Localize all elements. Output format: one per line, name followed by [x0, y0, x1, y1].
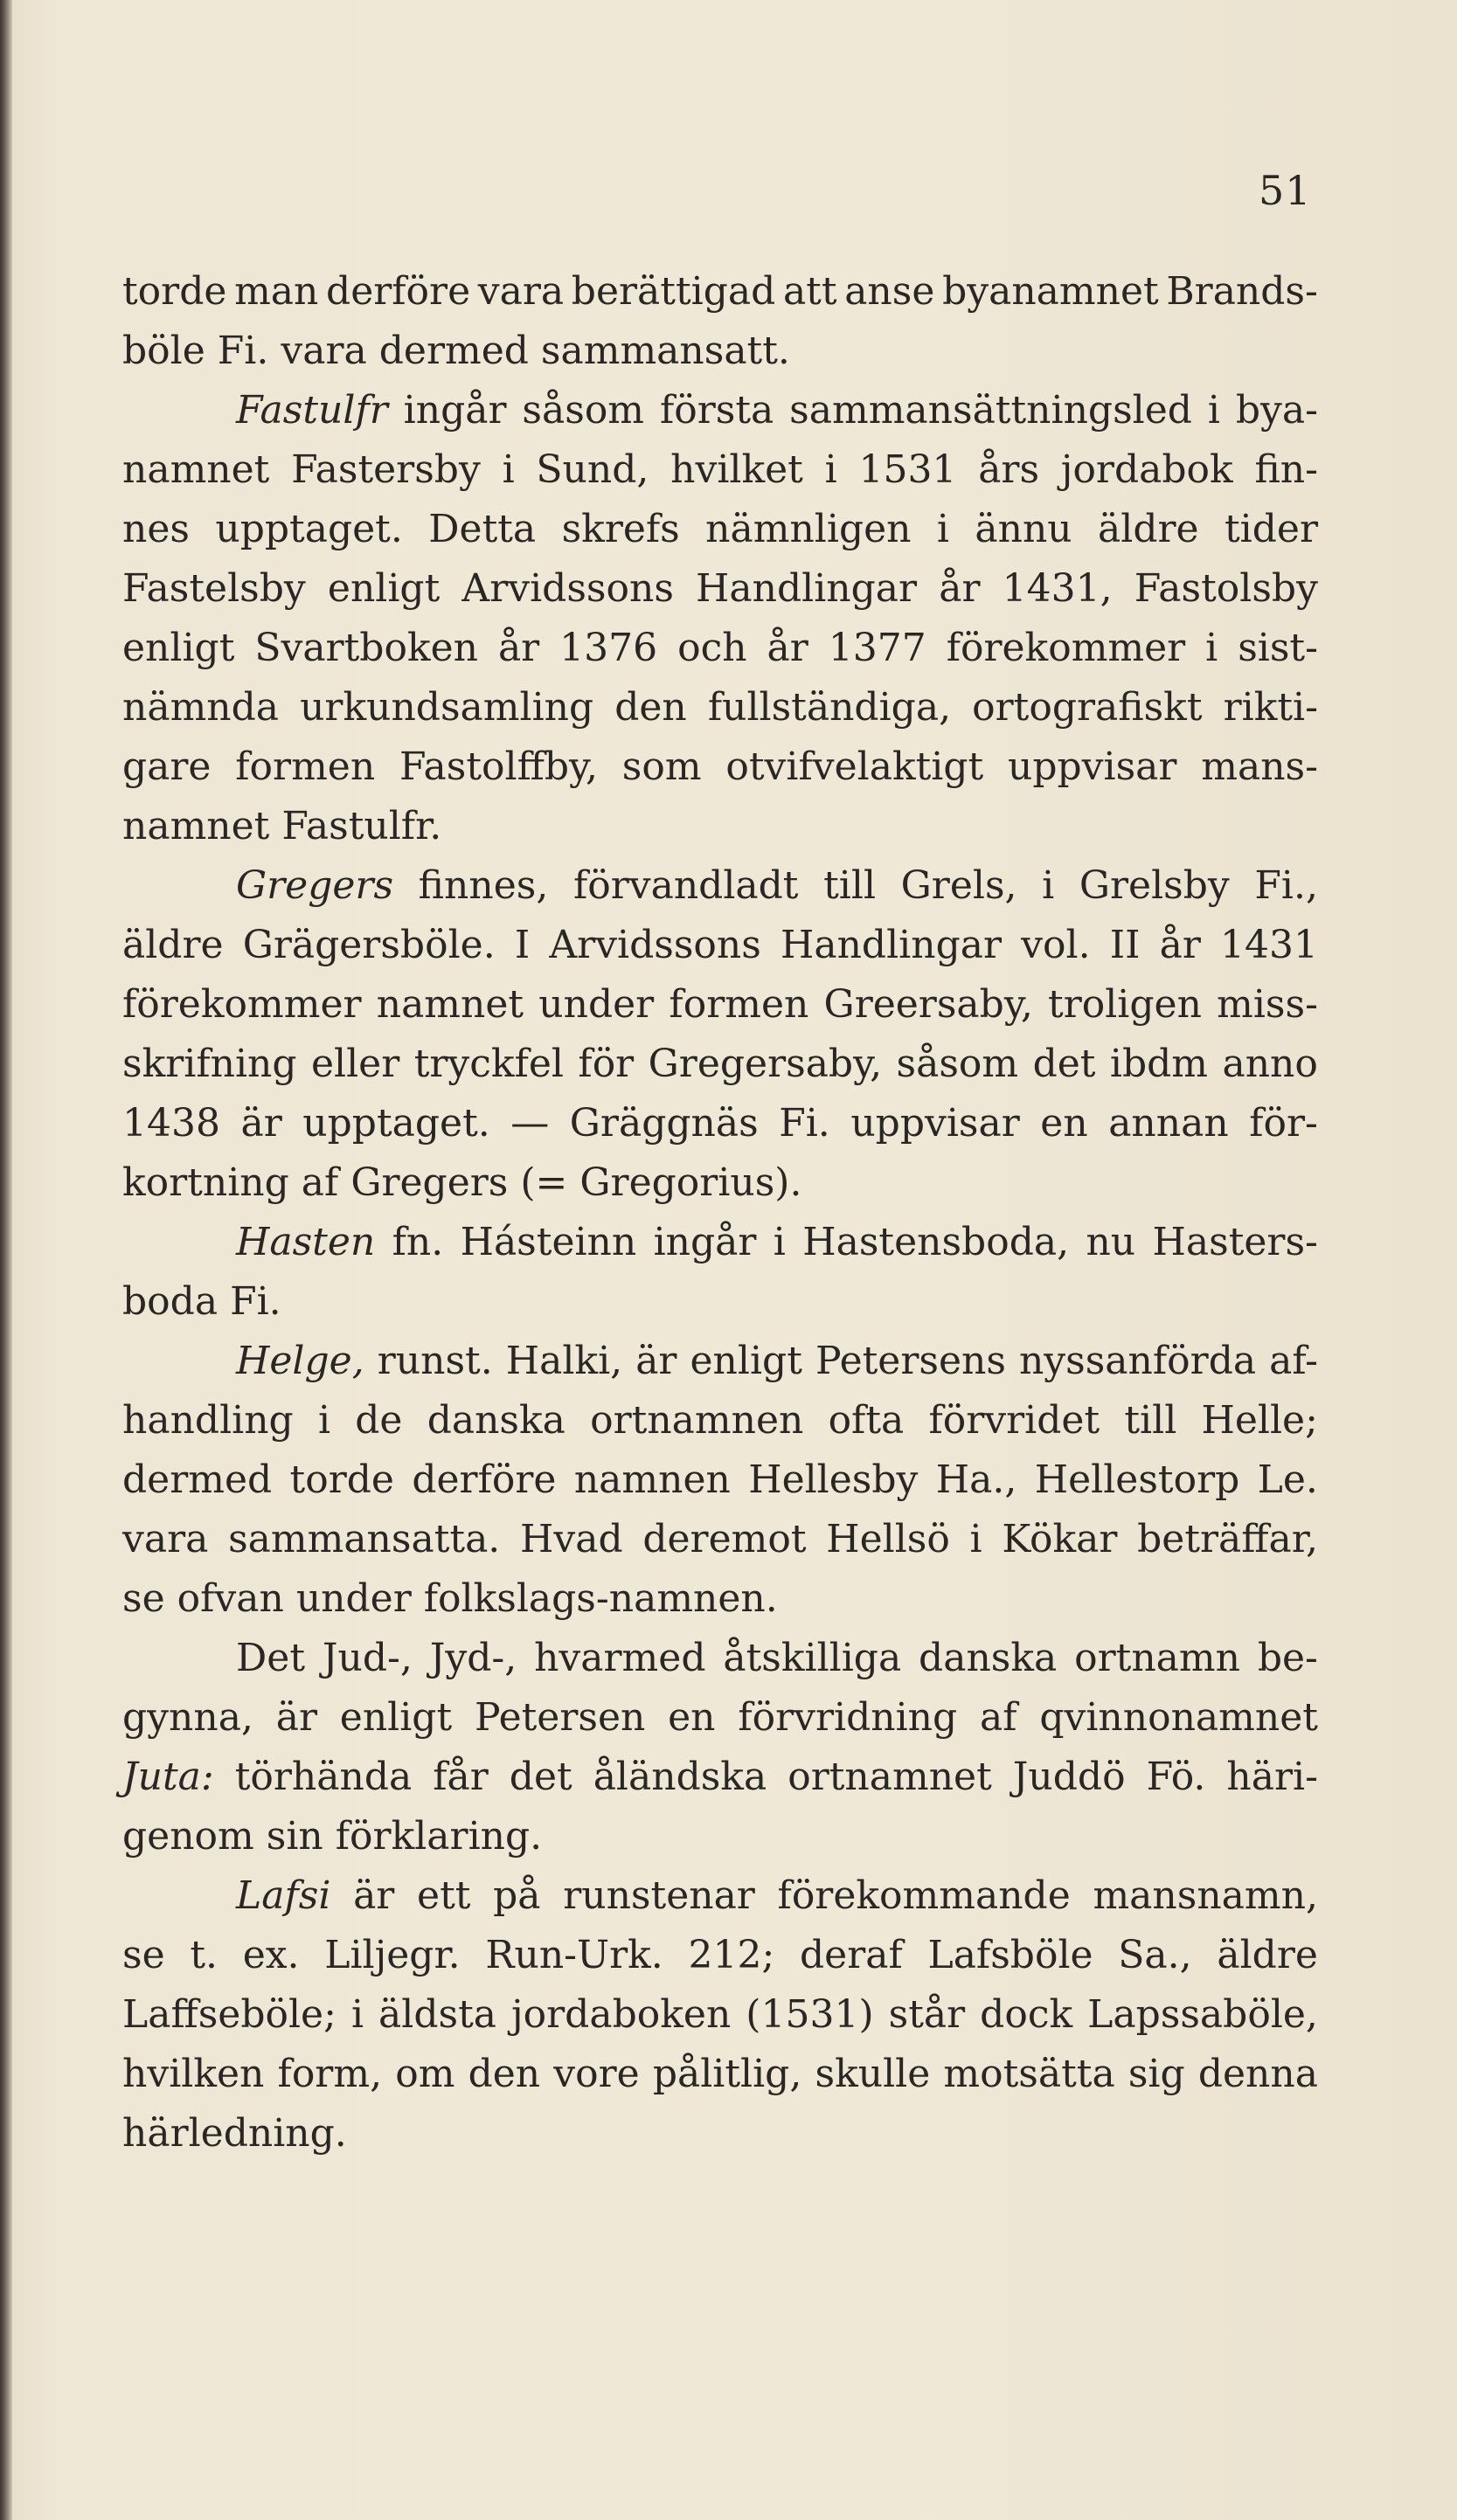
word: vara: [477, 269, 565, 314]
word: Helge,: [236, 1339, 364, 1383]
word: Halki,: [505, 1339, 623, 1383]
word: skrefs: [561, 507, 680, 551]
word: vol.: [1021, 923, 1091, 967]
word: enligt: [327, 566, 441, 611]
word: Brands-: [1166, 269, 1318, 314]
word: Le.: [1257, 1457, 1318, 1502]
word: det: [1032, 1042, 1096, 1086]
word: Svartboken: [254, 626, 478, 670]
word: Lapssaböle,: [1087, 1992, 1318, 2037]
word: Kökar: [1002, 1517, 1118, 1561]
word: Jud-,: [322, 1636, 413, 1680]
word: boda: [122, 1279, 219, 1324]
word: Hellesby: [748, 1457, 919, 1502]
word: Petersen: [474, 1695, 646, 1740]
word: vara: [281, 329, 367, 373]
word: annan: [1108, 1101, 1229, 1146]
text-line: [122, 678, 1318, 737]
word: hvarmed: [534, 1636, 706, 1680]
word: Laffseböle;: [122, 1992, 336, 2037]
word: man: [234, 269, 319, 314]
word: häri-: [1226, 1755, 1318, 1799]
word: ortnamn: [1074, 1636, 1240, 1680]
word: upptaget.: [302, 1101, 490, 1146]
word: ännu: [975, 507, 1072, 551]
word: ortnamnet: [787, 1755, 992, 1799]
text-line: [122, 2045, 1318, 2104]
word: 212;: [688, 1933, 775, 1977]
word: enligt: [122, 626, 235, 670]
word: äldre: [122, 923, 224, 967]
word: år: [939, 566, 981, 611]
word: Petersens: [815, 1339, 1006, 1383]
word: ex.: [242, 1933, 300, 1977]
word: i: [773, 1220, 786, 1264]
text-line: [122, 559, 1318, 619]
word: Greersaby,: [823, 982, 1033, 1027]
word: Fastelsby: [122, 566, 306, 611]
word: Grels,: [900, 863, 1017, 908]
word: danska: [427, 1398, 565, 1443]
word: Handlingar: [696, 566, 918, 611]
word: deremot: [642, 1517, 807, 1561]
word: står: [888, 1992, 966, 2037]
word: troligen: [1048, 982, 1202, 1027]
word: formen: [669, 982, 809, 1027]
word: i: [969, 1517, 982, 1561]
word: dock: [980, 1992, 1073, 2037]
word: deraf: [800, 1933, 903, 1977]
book-binding-edge: [0, 0, 12, 2520]
word: är: [353, 1873, 395, 1918]
word: åtskilliga: [723, 1636, 902, 1680]
word: Lafsi: [236, 1873, 331, 1918]
text-line: [122, 916, 1318, 975]
text-line: [122, 1688, 1318, 1748]
body-text: [122, 262, 1318, 2163]
word: nes: [122, 507, 190, 551]
word: Detta: [428, 507, 537, 551]
word: folkslags-namnen.: [423, 1576, 778, 1621]
word: Juddö: [1012, 1755, 1126, 1799]
word: form,: [277, 2052, 383, 2096]
word: 1377: [828, 626, 926, 670]
word: 1431,: [1002, 566, 1113, 611]
word: se: [122, 1576, 165, 1621]
word: förekommer: [122, 982, 362, 1027]
word: formen: [235, 744, 376, 789]
word: dermed: [378, 329, 529, 373]
word: i: [1207, 388, 1220, 433]
text-line: [122, 975, 1318, 1035]
text-line: [122, 1272, 1318, 1332]
word: urkundsamling: [300, 685, 594, 730]
word: hvilket: [670, 447, 803, 492]
word: Arvidssons: [549, 923, 761, 967]
word: den: [614, 685, 687, 730]
word: 1431: [1220, 923, 1318, 967]
word: får: [433, 1755, 489, 1799]
word: Hasten: [236, 1220, 376, 1264]
word: upptaget.: [215, 507, 403, 551]
word: Fastulfr: [236, 388, 388, 433]
word: rikti-: [1223, 685, 1318, 730]
text-line: [122, 1807, 1318, 1866]
word: t.: [190, 1933, 218, 1977]
word: miss-: [1217, 982, 1318, 1027]
word: ingår: [403, 388, 507, 433]
word: torde: [122, 269, 227, 314]
word: 1531: [858, 447, 957, 492]
word: förvridet: [928, 1398, 1100, 1443]
word: förekommande: [777, 1873, 1071, 1918]
word: —: [510, 1101, 550, 1146]
text-line: [122, 1569, 1318, 1629]
word: förvridning: [738, 1695, 958, 1740]
word: Fastolsby: [1134, 566, 1318, 611]
text-line: [122, 737, 1318, 797]
word: under: [295, 1576, 412, 1621]
word: i: [317, 1398, 331, 1443]
word: fin-: [1254, 447, 1318, 492]
word: Fastulfr.: [281, 804, 442, 848]
word: torde: [289, 1457, 394, 1502]
word: af: [301, 1160, 339, 1205]
word: skulle: [815, 2052, 931, 2096]
word: vara: [122, 1517, 209, 1561]
text-line: [122, 1332, 1318, 1391]
word: fn.: [392, 1220, 444, 1264]
word: handling: [122, 1398, 294, 1443]
word: Fi.: [779, 1101, 830, 1146]
word: kortning: [122, 1160, 289, 1205]
word: Fi.,: [1254, 863, 1318, 908]
word: Ha.,: [935, 1457, 1017, 1502]
word: en: [668, 1695, 716, 1740]
word: en: [1040, 1101, 1088, 1146]
word: runstenar: [563, 1873, 755, 1918]
word: namnet: [122, 447, 270, 492]
text-line: [122, 797, 1318, 856]
word: Fastersby: [291, 447, 481, 492]
word: denna: [1197, 2052, 1318, 2096]
text-line: [122, 619, 1318, 678]
word: se: [122, 1933, 165, 1977]
word: namnen: [573, 1457, 731, 1502]
word: Gregorius).: [579, 1160, 802, 1205]
word: år: [497, 626, 540, 670]
word: bya-: [1235, 388, 1318, 433]
word: är: [275, 1695, 317, 1740]
word: Run-Urk.: [485, 1933, 663, 1977]
word: äldre: [1217, 1933, 1318, 1977]
word: det: [509, 1755, 572, 1799]
word: Fö.: [1146, 1755, 1206, 1799]
word: och: [677, 626, 747, 670]
text-line: [122, 1748, 1318, 1807]
word: sist-: [1238, 626, 1318, 670]
word: på: [493, 1873, 541, 1918]
word: vore: [553, 2052, 640, 2096]
word: Gregers: [350, 1160, 509, 1205]
word: berättigad: [571, 269, 776, 314]
text-line: [122, 1035, 1318, 1094]
word: Handlingar: [780, 923, 1003, 967]
word: förvandladt: [572, 863, 799, 908]
word: I: [514, 923, 531, 967]
word: om: [395, 2052, 455, 2096]
text-line: [122, 322, 1318, 381]
word: af: [979, 1695, 1017, 1740]
word: Liljegr.: [324, 1933, 461, 1977]
word: ofvan: [177, 1576, 284, 1621]
word: sammansatta.: [228, 1517, 501, 1561]
word: Hvad: [520, 1517, 623, 1561]
word: pålitlig,: [652, 2052, 802, 2096]
word: namnet: [122, 804, 270, 848]
word: för: [578, 1042, 635, 1086]
word: Fi.: [230, 1279, 281, 1324]
word: förekommer: [946, 626, 1186, 670]
word: enligt: [690, 1339, 802, 1383]
text-line: [122, 262, 1318, 322]
word: att: [782, 269, 837, 314]
word: 1438: [122, 1101, 220, 1146]
word: finnes,: [418, 863, 549, 908]
word: anse: [844, 269, 935, 314]
word: Jyd-,: [429, 1636, 517, 1680]
word: Grägersböle.: [242, 923, 496, 967]
word: ibdm: [1109, 1042, 1209, 1086]
word: genom: [122, 1814, 254, 1859]
word: förklaring.: [335, 1814, 543, 1859]
word: Arvidssons: [461, 566, 674, 611]
word: nämnda: [122, 685, 280, 730]
word: Hellestorp: [1034, 1457, 1240, 1502]
word: äldre: [1098, 507, 1199, 551]
word: runst.: [377, 1339, 493, 1383]
word: ortnamnen: [590, 1398, 804, 1443]
text-line: [122, 2104, 1318, 2163]
word: mans-: [1201, 744, 1318, 789]
word: såsom: [896, 1042, 1019, 1086]
word: gare: [122, 744, 212, 789]
word: dermed: [122, 1457, 273, 1502]
word: 1376: [559, 626, 658, 670]
word: böle: [122, 329, 205, 373]
word: qvinnonamnet: [1039, 1695, 1318, 1740]
word: törhända: [234, 1755, 413, 1799]
text-line: [122, 1985, 1318, 2045]
word: Gregers: [236, 863, 394, 908]
word: Gräggnäs: [569, 1101, 759, 1146]
word: år: [1159, 923, 1201, 967]
word: jordaboken: [511, 1992, 732, 2037]
word: i: [936, 507, 949, 551]
word: till: [1124, 1398, 1177, 1443]
word: beträffar,: [1137, 1517, 1318, 1561]
word: Fastolffby,: [399, 744, 598, 789]
word: anno: [1222, 1042, 1318, 1086]
text-line: [122, 1866, 1318, 1926]
word: Hellsö: [826, 1517, 950, 1561]
word: mansnamn,: [1093, 1873, 1318, 1918]
word: år: [767, 626, 808, 670]
text-line: [122, 856, 1318, 916]
word: Juta:: [122, 1755, 214, 1799]
text-line: [122, 1153, 1318, 1213]
word: ortografiskt: [972, 685, 1203, 730]
word: nämnligen: [705, 507, 912, 551]
word: är: [240, 1101, 282, 1146]
word: Hásteinn: [460, 1220, 637, 1264]
word: härledning.: [122, 2111, 347, 2156]
word: (=: [520, 1160, 568, 1205]
word: som: [621, 744, 702, 789]
word: i: [1042, 863, 1055, 908]
word: fullständiga,: [707, 685, 952, 730]
word: Det: [236, 1636, 305, 1680]
text-line: [122, 1094, 1318, 1153]
text-line: [122, 1510, 1318, 1569]
word: jordabok: [1060, 447, 1233, 492]
word: gynna,: [122, 1695, 253, 1740]
word: otvifvelaktigt: [725, 744, 984, 789]
word: derföre: [326, 269, 471, 314]
page-number: 51: [1259, 167, 1312, 214]
word: namnet: [376, 982, 524, 1027]
text-line: [122, 1213, 1318, 1272]
word: Grelsby: [1079, 863, 1230, 908]
word: är: [635, 1339, 677, 1383]
word: äldsta: [378, 1992, 496, 2037]
word: Hastensboda,: [802, 1220, 1070, 1264]
word: i: [350, 1992, 364, 2037]
word: Sa.,: [1118, 1933, 1192, 1977]
word: för-: [1249, 1101, 1318, 1146]
word: sig: [1127, 2052, 1185, 2096]
word: Sund,: [536, 447, 649, 492]
word: Lafsböle: [927, 1933, 1093, 1977]
word: skrifning: [122, 1042, 297, 1086]
word: Gregersaby,: [648, 1042, 883, 1086]
word: i: [1205, 626, 1218, 670]
word: de: [355, 1398, 403, 1443]
word: i: [824, 447, 837, 492]
word: den: [468, 2052, 541, 2096]
text-line: [122, 1450, 1318, 1510]
word: ett: [417, 1873, 471, 1918]
word: nu: [1086, 1220, 1136, 1264]
word: be-: [1257, 1636, 1318, 1680]
word: byanamnet: [942, 269, 1159, 314]
word: såsom: [522, 388, 645, 433]
word: danska: [919, 1636, 1058, 1680]
word: nyssanförda: [1018, 1339, 1257, 1383]
word: Hasters-: [1152, 1220, 1318, 1264]
word: första: [659, 388, 774, 433]
word: Fi.: [217, 329, 269, 373]
text-line: [122, 440, 1318, 500]
word: tryckfel: [413, 1042, 564, 1086]
word: hvilken: [122, 2052, 265, 2096]
word: Helle;: [1201, 1398, 1318, 1443]
text-line: [122, 1391, 1318, 1450]
text-line: [122, 381, 1318, 440]
word: sin: [266, 1814, 323, 1859]
word: uppvisar: [850, 1101, 1020, 1146]
word: ingår: [653, 1220, 757, 1264]
word: tider: [1225, 507, 1318, 551]
word: sammansättningsled: [789, 388, 1192, 433]
word: ofta: [828, 1398, 905, 1443]
word: (1531): [746, 1992, 874, 2037]
word: derföre: [412, 1457, 557, 1502]
word: under: [538, 982, 655, 1027]
word: II: [1109, 923, 1141, 967]
word: års: [978, 447, 1040, 492]
word: eller: [310, 1042, 400, 1086]
word: till: [823, 863, 877, 908]
word: af-: [1269, 1339, 1318, 1383]
text-line: [122, 1926, 1318, 1985]
word: motsätta: [943, 2052, 1115, 2096]
text-line: [122, 1629, 1318, 1688]
text-line: [122, 500, 1318, 559]
word: enligt: [339, 1695, 453, 1740]
word: uppvisar: [1008, 744, 1177, 789]
word: sammansatt.: [540, 329, 790, 373]
word: i: [502, 447, 515, 492]
word: åländska: [593, 1755, 767, 1799]
